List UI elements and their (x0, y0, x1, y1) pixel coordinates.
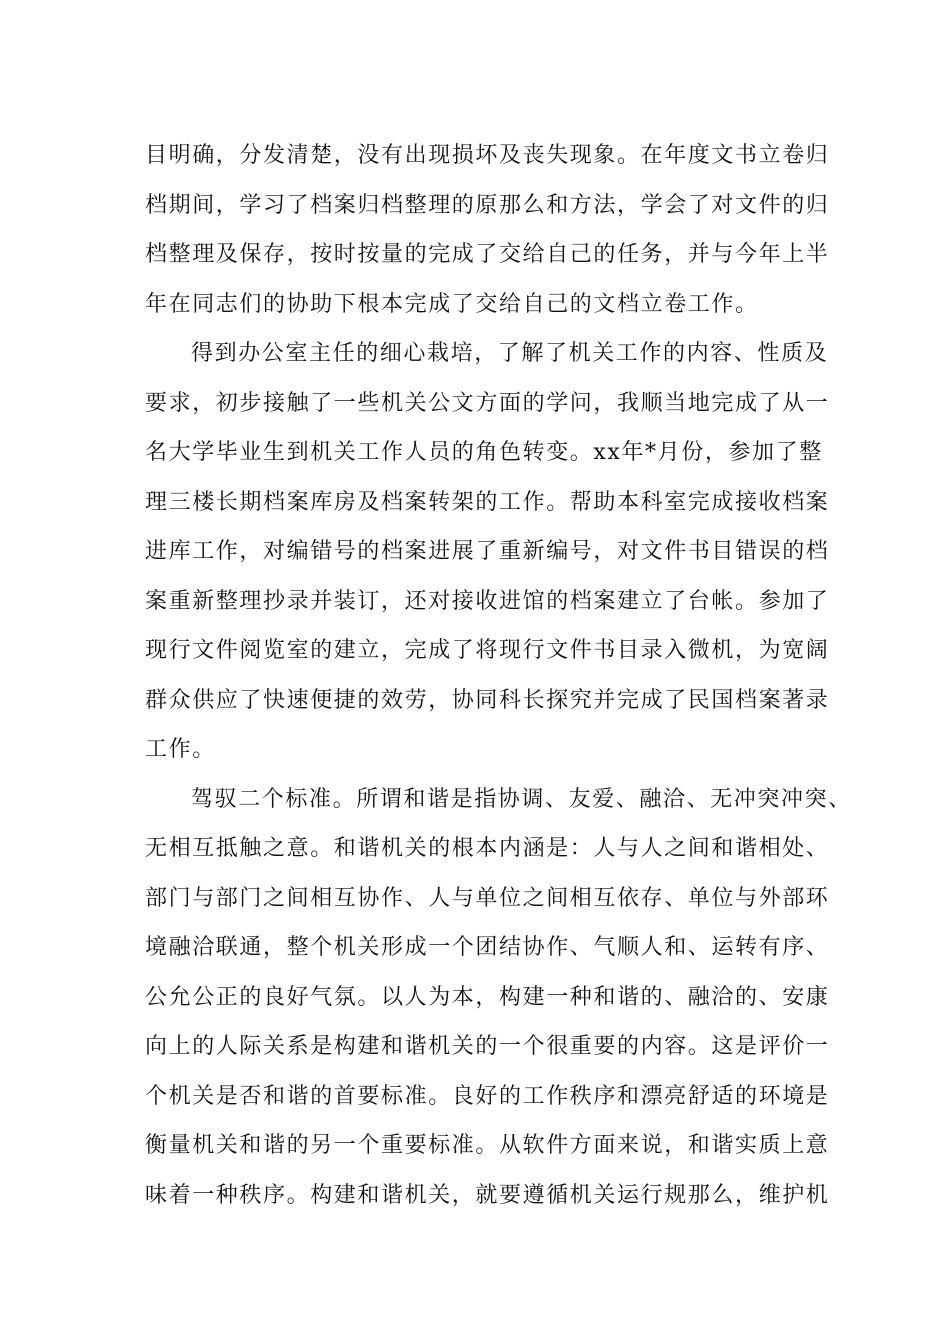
text-line: 名大学毕业生到机关工作人员的角色转变。xx年*月份，参加了整 (145, 440, 823, 465)
text-line: 案重新整理抄录并装订，还对接收进馆的档案建立了台帐。参加了 (145, 588, 830, 614)
text-line: 部门与部门之间相互协作、人与单位之间相互依存、单位与外部环 (145, 885, 830, 911)
text-line: 得到办公室主任的细心栽培，了解了机关工作的内容、性质及 (191, 341, 829, 366)
text-line: 现行文件阅览室的建立，完成了将现行文件书目录入微机，为宽阔 (145, 638, 830, 663)
text-line: 向上的人际关系是构建和谐机关的一个很重要的内容。这是评价一 (145, 1034, 830, 1059)
text-line: 衡量机关和谐的另一个重要标准。从软件方面来说，和谐实质上意 (145, 1133, 830, 1158)
text-line: 味着一种秩序。构建和谐机关，就要遵循机关运行规那么，维护机 (145, 1182, 830, 1208)
text-line: 档整理及保存，按时按量的完成了交给自己的任务，并与今年上半 (145, 242, 830, 267)
text-line: 进库工作，对编错号的档案进展了重新编号，对文件书目错误的档 (145, 539, 830, 564)
body-text (145, 131, 852, 1220)
text-line: 档期间，学习了档案归档整理的原那么和方法，学会了对文件的归 (145, 192, 830, 218)
text-line: 群众供应了快速便捷的效劳，协同科长探究并完成了民国档案著录 (145, 687, 830, 713)
text-line: 驾驭二个标准。所谓和谐是指协调、友爱、融洽、无冲突冲突、 (191, 786, 852, 812)
text-line: 无相互抵触之意。和谐机关的根本内涵是：人与人之间和谐相处、 (145, 836, 830, 861)
text-line: 理三楼长期档案库房及档案转架的工作。帮助本科室完成接收档案 (145, 489, 830, 515)
text-line: 工作。 (145, 737, 216, 762)
text-line: 要求，初步接触了一些机关公文方面的学问，我顺当地完成了从一 (145, 390, 830, 416)
text-line: 公允公正的良好气氛。以人为本，构建一种和谐的、融洽的、安康 (145, 984, 830, 1010)
text-line: 年在同志们的协助下根本完成了交给自己的文档立卷工作。 (145, 291, 759, 317)
text-line: 个机关是否和谐的首要标准。良好的工作秩序和漂亮舒适的环境是 (145, 1083, 830, 1109)
text-line: 目明确，分发清楚，没有出现损坏及丧失现象。在年度文书立卷归 (145, 143, 830, 168)
text-line: 境融洽联通，整个机关形成一个团结协作、气顺人和、运转有序、 (145, 935, 830, 960)
